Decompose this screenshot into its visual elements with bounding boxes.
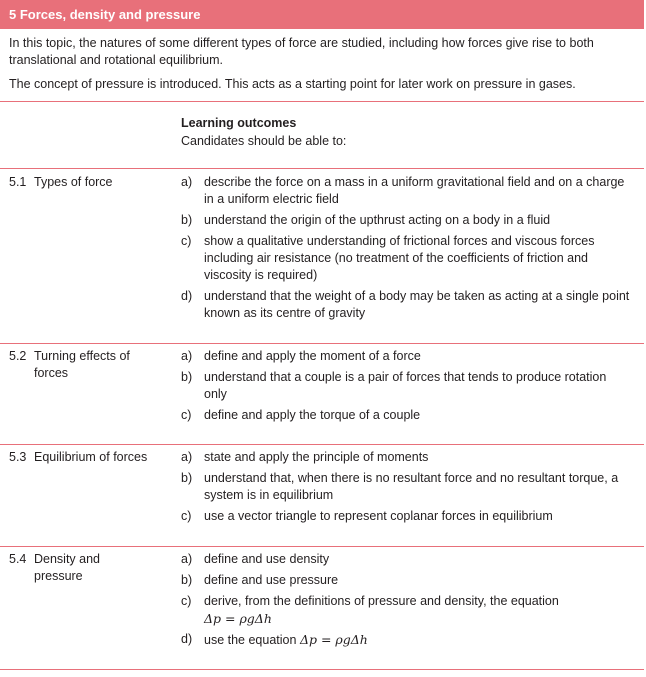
list-item bbox=[181, 449, 631, 466]
list-item bbox=[181, 631, 631, 649]
learning-outcomes-header bbox=[181, 114, 346, 150]
section-number: 5.4 bbox=[9, 552, 27, 566]
item-text: use the equation bbox=[204, 633, 297, 647]
list-item bbox=[181, 288, 631, 322]
section-number: 5.1 bbox=[9, 175, 27, 189]
divider bbox=[0, 101, 644, 102]
item-letter: a) bbox=[181, 552, 193, 566]
item-letter: c) bbox=[181, 408, 192, 422]
item-letter: c) bbox=[181, 594, 192, 608]
learning-outcomes-heading: Learning outcomes bbox=[181, 116, 297, 130]
divider bbox=[0, 546, 644, 547]
section-number: 5.2 bbox=[9, 349, 27, 363]
list-item bbox=[181, 233, 631, 284]
item-letter: b) bbox=[181, 471, 193, 485]
section-name: Turning effects of forces bbox=[34, 349, 130, 380]
divider bbox=[0, 669, 644, 670]
outcome-list bbox=[181, 551, 631, 653]
list-item bbox=[181, 470, 631, 504]
list-item bbox=[181, 572, 631, 589]
item-letter: a) bbox=[181, 450, 193, 464]
item-letter: c) bbox=[181, 509, 192, 523]
section-heading bbox=[9, 449, 181, 466]
section-number: 5.3 bbox=[9, 450, 27, 464]
divider bbox=[0, 343, 644, 344]
intro-text bbox=[9, 35, 629, 100]
list-item bbox=[181, 348, 631, 365]
section-name: Equilibrium of forces bbox=[34, 450, 148, 464]
section-name: Types of force bbox=[34, 175, 113, 189]
section-heading bbox=[9, 348, 174, 382]
item-text: understand that a couple is a pair of forces that tends to produce rotation only bbox=[204, 370, 607, 401]
list-item bbox=[181, 551, 631, 568]
item-letter: a) bbox=[181, 175, 193, 189]
divider bbox=[0, 168, 644, 169]
section-heading bbox=[9, 174, 174, 191]
list-item bbox=[181, 593, 631, 627]
item-text: understand that, when there is no resultant force and no resultant torque, a system is in equilibrium bbox=[204, 471, 619, 502]
pressure-equation: Δp = ρgΔh bbox=[204, 611, 272, 626]
item-text: understand the origin of the upthrust acting on a body in a fluid bbox=[204, 213, 551, 227]
section-name: Density and pressure bbox=[34, 552, 101, 583]
item-letter: d) bbox=[181, 289, 193, 303]
section-heading bbox=[9, 551, 174, 585]
item-text: use a vector triangle to represent coplanar forces in equilibrium bbox=[204, 509, 553, 523]
outcome-list bbox=[181, 174, 631, 326]
list-item bbox=[181, 174, 631, 208]
item-letter: b) bbox=[181, 573, 193, 587]
item-letter: d) bbox=[181, 632, 193, 646]
item-letter: c) bbox=[181, 234, 192, 248]
item-text: define and apply the torque of a couple bbox=[204, 408, 421, 422]
intro-paragraph-2: The concept of pressure is introduced. This acts as a starting point for later work on pressure in gases. bbox=[9, 77, 576, 91]
section-title: 5 Forces, density and pressure bbox=[9, 7, 201, 22]
list-item bbox=[181, 212, 631, 229]
item-text: describe the force on a mass in a uniform gravitational field and on a charge in a uniform electric field bbox=[204, 175, 625, 206]
item-text: state and apply the principle of moments bbox=[204, 450, 429, 464]
item-letter: b) bbox=[181, 370, 193, 384]
outcome-list bbox=[181, 449, 631, 529]
list-item bbox=[181, 369, 631, 403]
item-text: derive, from the definitions of pressure and density, the equation bbox=[204, 594, 559, 608]
outcome-list bbox=[181, 348, 631, 428]
list-item bbox=[181, 407, 631, 424]
pressure-equation: Δp = ρgΔh bbox=[299, 632, 368, 647]
intro-paragraph-1: In this topic, the natures of some different types of force are studied, including how forces give rise to both translational and rotational equilibrium. bbox=[9, 36, 594, 67]
learning-outcomes-subheading: Candidates should be able to: bbox=[181, 134, 347, 148]
item-text: define and apply the moment of a force bbox=[204, 349, 421, 363]
item-text: show a qualitative understanding of frictional forces and viscous forces including air resistance (no treatment of the coefficients of friction and viscosity is required) bbox=[204, 234, 595, 282]
item-text: define and use density bbox=[204, 552, 330, 566]
divider bbox=[0, 444, 644, 445]
item-letter: a) bbox=[181, 349, 193, 363]
section-header bbox=[0, 0, 644, 29]
item-letter: b) bbox=[181, 213, 193, 227]
list-item bbox=[181, 508, 631, 525]
item-text: define and use pressure bbox=[204, 573, 339, 587]
item-text: understand that the weight of a body may be taken as acting at a single point known as its centre of gravity bbox=[204, 289, 630, 320]
